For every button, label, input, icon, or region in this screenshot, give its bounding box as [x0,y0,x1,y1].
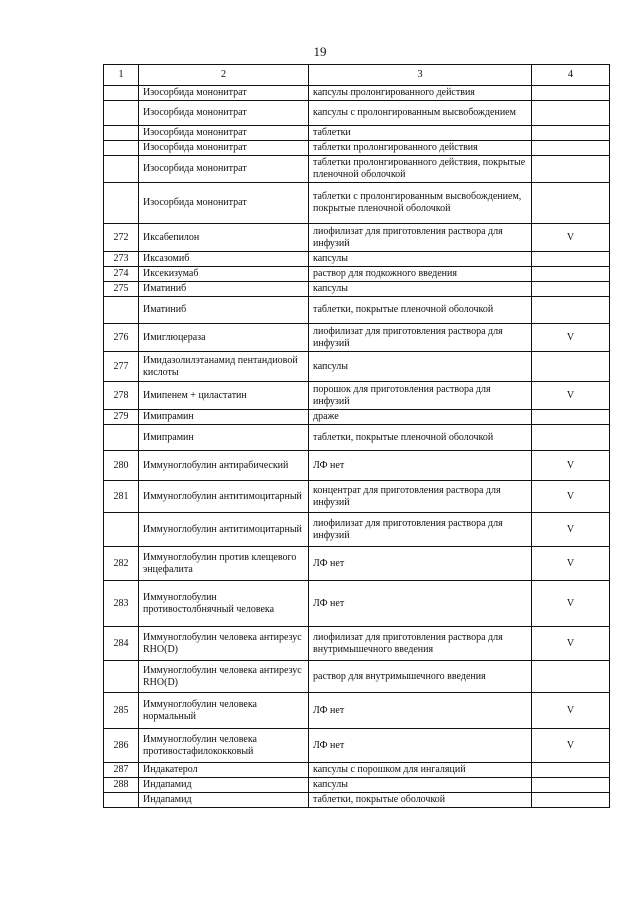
column-header-3: 3 [309,65,532,86]
drug-table [103,64,610,808]
mark-cell [532,778,610,793]
table-row [104,693,610,729]
table-row [104,778,610,793]
drug-name: Имипрамин [139,410,309,425]
mark-cell [532,101,610,126]
dosage-form: раствор для внутримышечного введения [309,661,532,693]
row-number: 288 [104,778,139,793]
dosage-form: ЛФ нет [309,451,532,481]
table-row [104,267,610,282]
row-number: 282 [104,547,139,581]
row-number: 280 [104,451,139,481]
table-row [104,547,610,581]
drug-name: Иммуноглобулин антитимоцитарный [139,481,309,513]
drug-name: Изосорбида мононитрат [139,141,309,156]
row-number: 277 [104,352,139,382]
dosage-form: лиофилизат для приготовления раствора для внутримышечного введения [309,627,532,661]
drug-name: Иммуноглобулин человека антирезус RHO(D) [139,661,309,693]
table-row [104,352,610,382]
mark-cell: V [532,224,610,252]
drug-name: Иксазомиб [139,252,309,267]
row-number: 284 [104,627,139,661]
dosage-form: ЛФ нет [309,693,532,729]
table-row [104,156,610,183]
drug-name: Имидазолилэтанамид пентандиовой кислоты [139,352,309,382]
row-number: 283 [104,581,139,627]
dosage-form: таблетки [309,126,532,141]
drug-name: Иммуноглобулин человека антирезус RHO(D) [139,627,309,661]
row-number: 275 [104,282,139,297]
row-number [104,156,139,183]
row-number [104,425,139,451]
drug-name: Индакатерол [139,763,309,778]
row-number [104,297,139,324]
dosage-form: таблетки пролонгированного действия, покрытые пленочной оболочкой [309,156,532,183]
mark-cell: V [532,481,610,513]
mark-cell: V [532,513,610,547]
row-number [104,513,139,547]
dosage-form: капсулы [309,352,532,382]
table-row [104,86,610,101]
table-row [104,763,610,778]
dosage-form: таблетки, покрытые пленочной оболочкой [309,297,532,324]
row-number: 285 [104,693,139,729]
table-row [104,451,610,481]
mark-cell [532,425,610,451]
row-number [104,183,139,224]
row-number: 276 [104,324,139,352]
mark-cell [532,282,610,297]
row-number [104,86,139,101]
dosage-form: драже [309,410,532,425]
dosage-form: лиофилизат для приготовления раствора для инфузий [309,324,532,352]
table-row [104,425,610,451]
table-row [104,252,610,267]
drug-name: Изосорбида мононитрат [139,86,309,101]
table-row [104,101,610,126]
dosage-form: капсулы [309,282,532,297]
row-number: 274 [104,267,139,282]
drug-name: Иммуноглобулин антирабический [139,451,309,481]
drug-name: Изосорбида мононитрат [139,126,309,141]
mark-cell: V [532,729,610,763]
mark-cell [532,763,610,778]
row-number [104,793,139,808]
table-row [104,141,610,156]
column-header-2: 2 [139,65,309,86]
dosage-form: капсулы с пролонгированным высвобождением [309,101,532,126]
drug-name: Иматиниб [139,297,309,324]
table-row [104,183,610,224]
row-number: 272 [104,224,139,252]
table-row [104,224,610,252]
drug-name: Иммуноглобулин противостолбнячный человека [139,581,309,627]
drug-name: Иммуноглобулин антитимоцитарный [139,513,309,547]
table-row [104,481,610,513]
drug-name: Иммуноглобулин человека противостафилококковый [139,729,309,763]
row-number [104,101,139,126]
dosage-form: таблетки пролонгированного действия [309,141,532,156]
mark-cell [532,297,610,324]
mark-cell [532,267,610,282]
drug-name: Иммуноглобулин человека нормальный [139,693,309,729]
drug-name: Индапамид [139,778,309,793]
table-row [104,627,610,661]
mark-cell [532,793,610,808]
table-row [104,382,610,410]
drug-name: Изосорбида мононитрат [139,156,309,183]
mark-cell [532,141,610,156]
table-row [104,410,610,425]
drug-name: Иксабепилон [139,224,309,252]
dosage-form: капсулы [309,778,532,793]
mark-cell: V [532,451,610,481]
dosage-form: ЛФ нет [309,547,532,581]
table-row [104,513,610,547]
mark-cell [532,352,610,382]
dosage-form: лиофилизат для приготовления раствора для инфузий [309,513,532,547]
table-row [104,793,610,808]
mark-cell: V [532,324,610,352]
dosage-form: концентрат для приготовления раствора для инфузий [309,481,532,513]
mark-cell [532,252,610,267]
dosage-form: лиофилизат для приготовления раствора для инфузий [309,224,532,252]
row-number [104,126,139,141]
dosage-form: таблетки, покрытые оболочкой [309,793,532,808]
dosage-form: таблетки с пролонгированным высвобождением, покрытые пленочной оболочкой [309,183,532,224]
drug-name: Иммуноглобулин против клещевого энцефалита [139,547,309,581]
dosage-form: раствор для подкожного введения [309,267,532,282]
table-row [104,729,610,763]
table-header-row [104,65,610,86]
drug-name: Имипрамин [139,425,309,451]
row-number: 273 [104,252,139,267]
mark-cell [532,126,610,141]
dosage-form: таблетки, покрытые пленочной оболочкой [309,425,532,451]
row-number: 279 [104,410,139,425]
row-number [104,141,139,156]
drug-name: Индапамид [139,793,309,808]
row-number: 278 [104,382,139,410]
row-number [104,661,139,693]
table-row [104,581,610,627]
drug-name: Иксекизумаб [139,267,309,282]
mark-cell [532,410,610,425]
drug-name: Имипенем + циластатин [139,382,309,410]
mark-cell: V [532,693,610,729]
table-row [104,661,610,693]
dosage-form: капсулы пролонгированного действия [309,86,532,101]
mark-cell: V [532,382,610,410]
drug-name: Изосорбида мононитрат [139,183,309,224]
table-row [104,297,610,324]
column-header-1: 1 [104,65,139,86]
row-number: 286 [104,729,139,763]
drug-name: Изосорбида мононитрат [139,101,309,126]
table-row [104,126,610,141]
mark-cell [532,86,610,101]
row-number: 287 [104,763,139,778]
column-header-4: 4 [532,65,610,86]
mark-cell [532,156,610,183]
table-row [104,282,610,297]
mark-cell: V [532,547,610,581]
dosage-form: порошок для приготовления раствора для инфузий [309,382,532,410]
mark-cell: V [532,581,610,627]
dosage-form: капсулы [309,252,532,267]
dosage-form: ЛФ нет [309,729,532,763]
page-number: 19 [313,44,327,59]
drug-name: Иматиниб [139,282,309,297]
row-number: 281 [104,481,139,513]
mark-cell [532,661,610,693]
mark-cell: V [532,627,610,661]
table-row [104,324,610,352]
drug-name: Имиглюцераза [139,324,309,352]
dosage-form: капсулы с порошком для ингаляций [309,763,532,778]
mark-cell [532,183,610,224]
dosage-form: ЛФ нет [309,581,532,627]
